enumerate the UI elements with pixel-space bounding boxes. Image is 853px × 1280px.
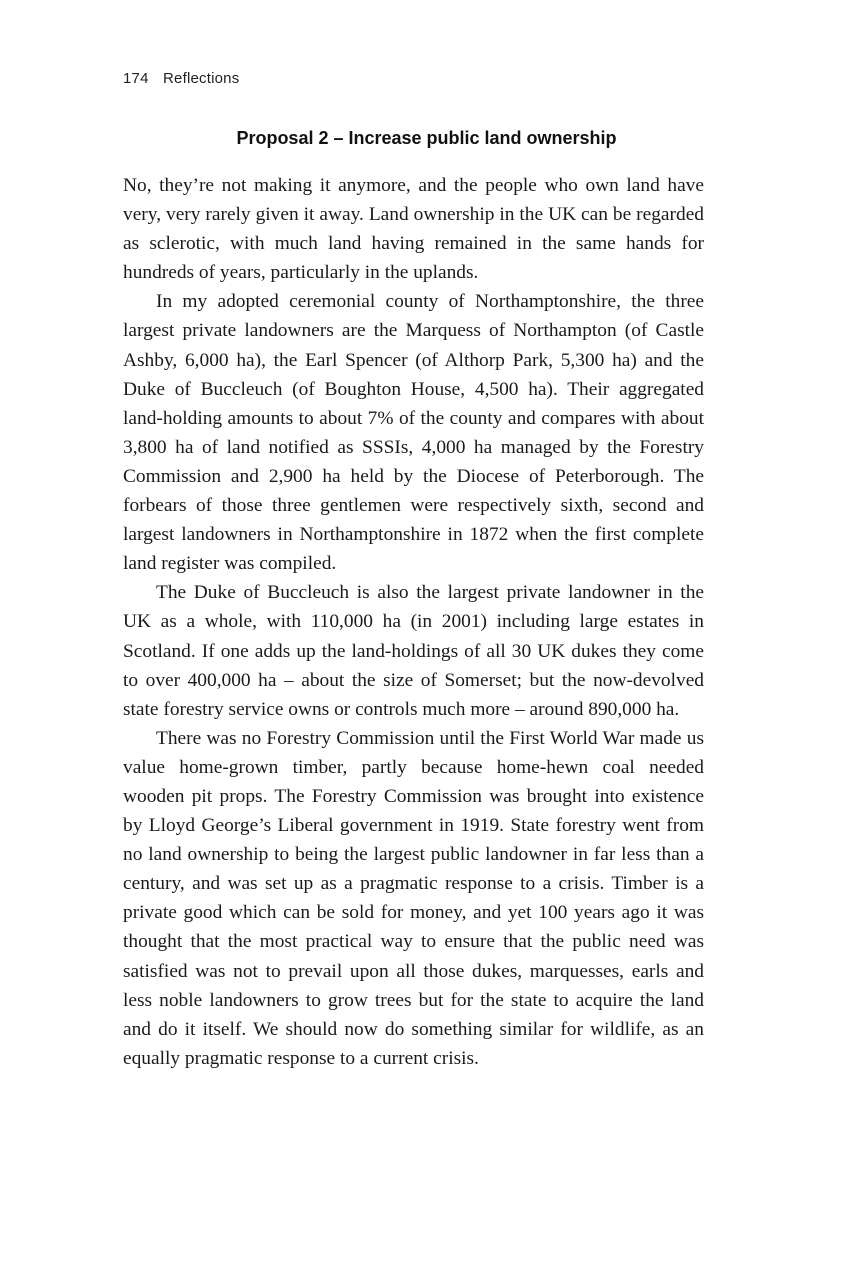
body-text xyxy=(123,171,704,1073)
paragraph: There was no Forestry Commission until the First World War made us value home-grown timber, partly because home-hewn coal needed wooden pit props. The Forestry Commission was brought into existence by Lloyd George’s Liberal government in 1919. State forestry went from no land ownership to being the largest public landowner in far less than a century, and was set up as a pragmatic response to a crisis. Timber is a private good which can be sold for money, and yet 100 years ago it was thought that the most practical way to ensure that the public need was satisfied was not to prevail upon all those dukes, marquesses, earls and less noble landowners to grow trees but for the state to acquire the land and do it itself. We should now do something similar for wildlife, as an equally pragmatic response to a current crisis. xyxy=(123,727,704,1069)
running-head-title: Reflections xyxy=(163,70,240,87)
section-heading: Proposal 2 – Increase public land ownership xyxy=(236,128,617,148)
page-number: 174 xyxy=(123,70,149,87)
paragraph: No, they’re not making it anymore, and the people who own land have very, very rarely given it away. Land ownership in the UK can be regarded as sclerotic, with much land having remained in the same hands for hundreds of years, particularly in the uplands. xyxy=(123,175,704,284)
running-head xyxy=(123,70,239,87)
paragraph: In my adopted ceremonial county of Northamptonshire, the three largest private landowners are the Marquess of Northampton (of Castle Ashby, 6,000 ha), the Earl Spencer (of Althorp Park, 5,300 ha) and the Duke of Buccleuch (of Boughton House, 4,500 ha). Their aggregated land-holding amounts to about 7% of the county and compares with about 3,800 ha of land notified as SSSIs, 4,000 ha managed by the Forestry Commission and 2,900 ha held by the Diocese of Peterborough. The forbears of those three gentlemen were respectively sixth, second and largest landowners in Northamptonshire in 1872 when the first complete land register was compiled. xyxy=(123,291,704,575)
paragraph: The Duke of Buccleuch is also the largest private landowner in the UK as a whole, with 110,000 ha (in 2001) including large estates in Scotland. If one adds up the land-holdings of all 30 UK dukes they come to over 400,000 ha – about the size of Somerset; but the now-devolved state forestry service owns or controls much more – around 890,000 ha. xyxy=(123,582,704,720)
